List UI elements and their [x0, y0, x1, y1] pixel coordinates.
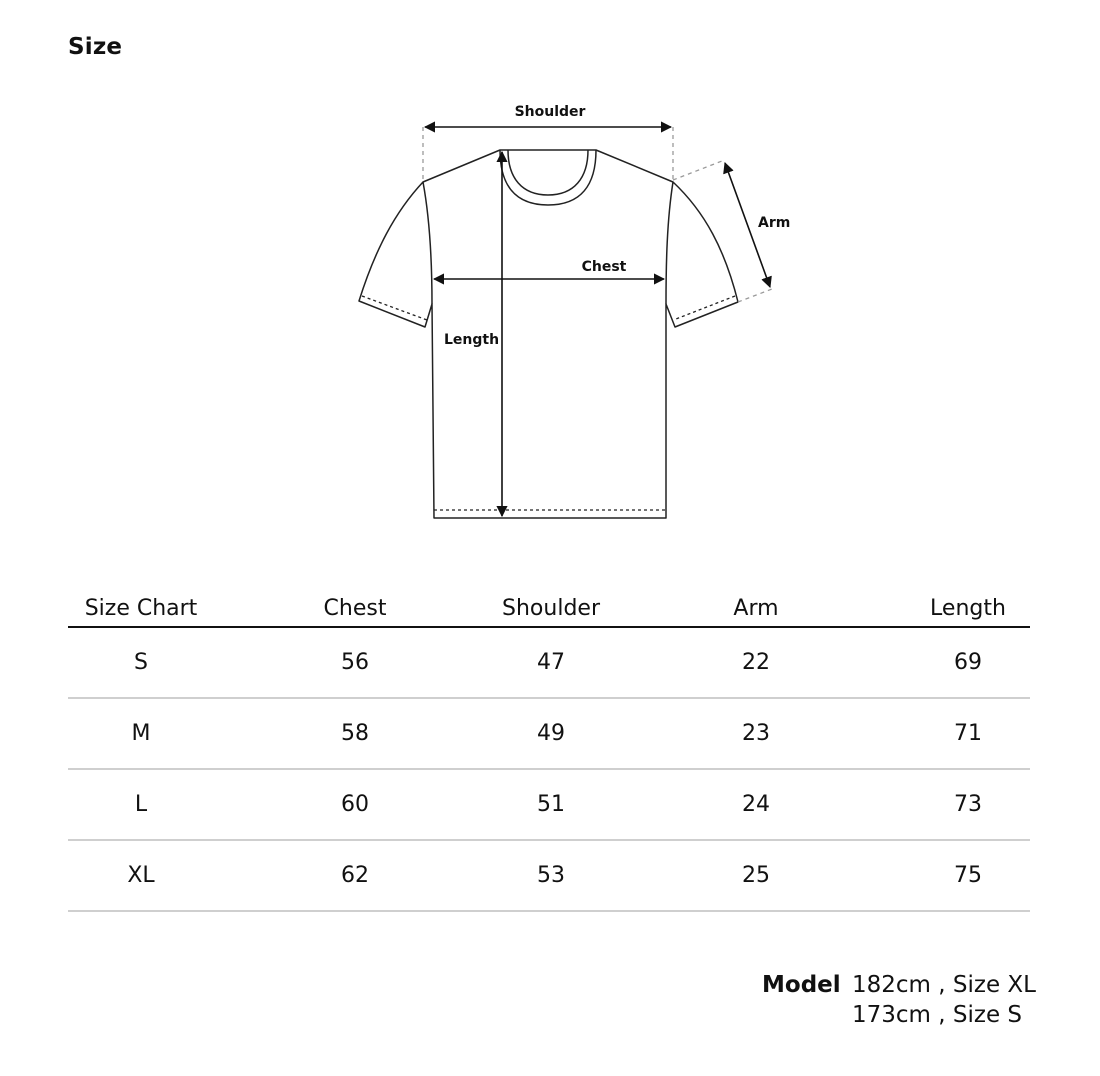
cell-length: 73 [906, 769, 1030, 840]
header-size-chart: Size Chart [68, 590, 214, 627]
model-label: Model [762, 972, 841, 998]
cell-arm: 25 [606, 840, 906, 911]
length-label: Length [444, 332, 500, 348]
cell-shoulder: 47 [496, 627, 606, 698]
table-row [68, 769, 1030, 840]
cell-size: L [68, 769, 214, 840]
cell-chest: 58 [214, 698, 496, 769]
cell-arm: 24 [606, 769, 906, 840]
cell-chest: 62 [214, 840, 496, 911]
cell-size: S [68, 627, 214, 698]
model-detail-line: 182cm , Size XL [852, 972, 1036, 998]
stitch-lines [362, 296, 735, 510]
cell-chest: 56 [214, 627, 496, 698]
model-detail-line: 173cm , Size S [852, 1002, 1023, 1028]
table-row [68, 698, 1030, 769]
cell-size: M [68, 698, 214, 769]
cell-length: 75 [906, 840, 1030, 911]
cell-shoulder: 51 [496, 769, 606, 840]
header-chest: Chest [214, 590, 496, 627]
header-length: Length [906, 590, 1030, 627]
shoulder-label: Shoulder [514, 104, 586, 120]
cell-chest: 60 [214, 769, 496, 840]
cell-shoulder: 49 [496, 698, 606, 769]
header-arm: Arm [606, 590, 906, 627]
model-details [852, 970, 1036, 1030]
table-header-row [68, 590, 1030, 627]
cell-length: 71 [906, 698, 1030, 769]
cell-arm: 23 [606, 698, 906, 769]
table-row [68, 840, 1030, 911]
cell-arm: 22 [606, 627, 906, 698]
table-row [68, 627, 1030, 698]
cell-shoulder: 53 [496, 840, 606, 911]
size-chart-table [68, 590, 1030, 912]
guide-lines [423, 127, 772, 302]
measurement-arrows [425, 127, 770, 516]
tshirt-outline [359, 150, 738, 518]
cell-length: 69 [906, 627, 1030, 698]
arm-label: Arm [758, 215, 791, 231]
header-shoulder: Shoulder [496, 590, 606, 627]
page-title: Size [68, 34, 123, 60]
chest-label: Chest [581, 259, 627, 275]
cell-size: XL [68, 840, 214, 911]
